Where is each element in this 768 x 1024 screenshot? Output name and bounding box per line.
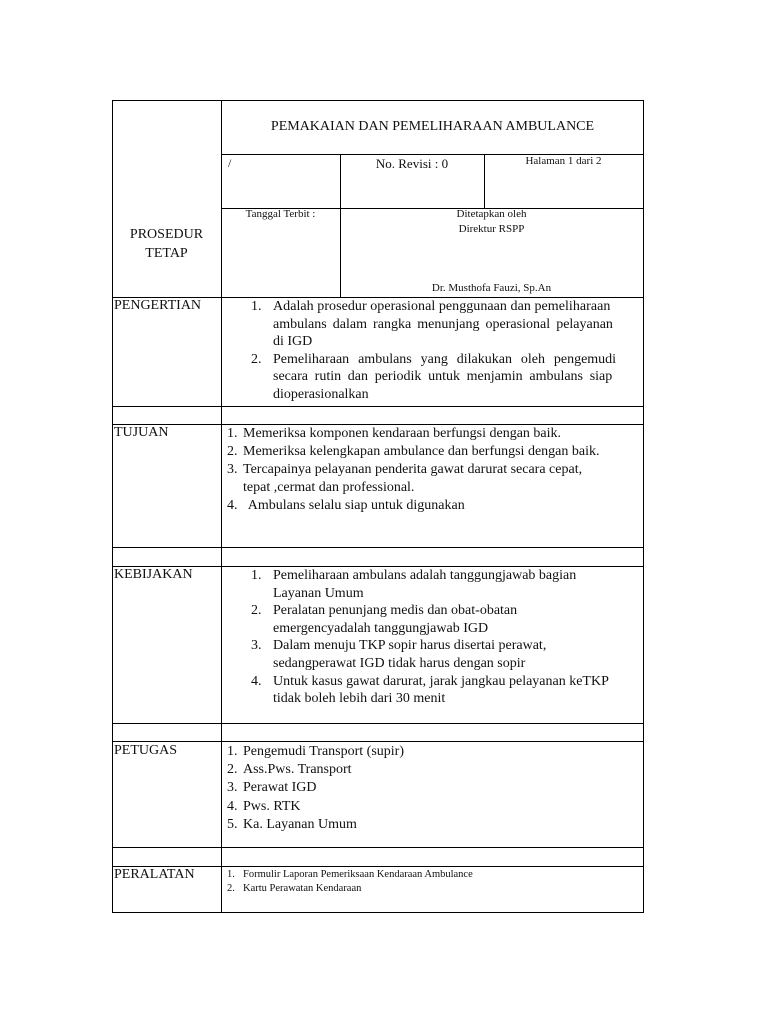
section-label-petugas: PETUGAS	[114, 743, 178, 758]
list-item: 3. Dalam menuju TKP sopir harus disertai perawat, sedangperawat IGD tidak harus dengan sopir	[251, 637, 637, 672]
director-signature-name: Dr. Musthofa Fauzi, Sp.An	[431, 282, 552, 294]
list-item: 1. Pengemudi Transport (supir)	[227, 743, 637, 761]
list-item-line: Ka. Layanan Umum	[243, 816, 357, 832]
tujuan-list	[227, 425, 637, 515]
list-item: 1. Adalah prosedur operasional penggunaan dan pemeliharaan ambulans dalam rangka menunjang operasional pelayanan di IGD	[251, 298, 637, 351]
section-label-kebijakan: KEBIJAKAN	[114, 567, 193, 582]
list-item-line: Peralatan penunjang medis dan obat-obatan	[273, 603, 518, 619]
pengertian-list	[251, 298, 637, 403]
list-item: 4. Pws. RTK	[227, 798, 637, 816]
issue-date-label: Tanggal Terbit :	[245, 208, 316, 220]
list-item: 2. Kartu Perawatan Kendaraan	[227, 882, 637, 896]
procedure-type-line2: TETAP	[145, 246, 188, 261]
list-item-line: Pws. RTK	[243, 798, 301, 814]
document-number: /	[228, 156, 232, 170]
list-item-line: Ambulans selalu siap untuk digunakan	[245, 498, 465, 513]
list-item: 1. Memeriksa komponen kendaraan berfungsi dengan baik.	[227, 425, 637, 443]
tujuan-bottom	[112, 547, 644, 548]
revision-number: No. Revisi : 0	[375, 156, 449, 171]
list-item: 4. Ambulans selalu siap untuk digunakan	[227, 497, 637, 515]
list-item: 2. Memeriksa kelengkapan ambulance dan berfungsi dengan baik.	[227, 443, 637, 461]
list-item: 4. Untuk kasus gawat darurat, jarak jangkau pelayanan keTKP tidak boleh lebih dari 30 menit	[251, 673, 637, 708]
document-title: PEMAKAIAN DAN PEMELIHARAAN AMBULANCE	[270, 119, 595, 134]
list-item: 2. Pemeliharaan ambulans yang dilakukan oleh pengemudi secara rutin dan periodik untuk menjamin ambulans siap dioperasionalkan	[251, 351, 637, 404]
page-number: Halaman 1 dari 2	[525, 155, 602, 167]
list-item-line: sedangperawat IGD tidak harus dengan sopir	[273, 655, 526, 671]
list-item-line: Untuk kasus gawat darurat, jarak jangkau pelayanan keTKP	[273, 673, 609, 689]
list-item-line: tepat ,cermat dan professional.	[243, 480, 415, 495]
list-item: 3. Tercapainya pelayanan penderita gawat darurat secara cepat, tepat ,cermat dan professional.	[227, 461, 637, 497]
list-item-line: Formulir Laporan Pemeriksaan Kendaraan Ambulance	[243, 869, 473, 880]
list-item-line: Ass.Pws. Transport	[243, 762, 352, 778]
spacer-3-bottom	[112, 741, 644, 742]
established-by: Ditetapkan oleh	[456, 208, 527, 220]
procedure-type-line1: PROSEDUR	[129, 227, 204, 242]
list-item-line: Pemeliharaan ambulans adalah tanggungjawab bagian	[273, 568, 577, 583]
list-item-line: Dalam menuju TKP sopir harus disertai perawat,	[273, 638, 547, 654]
list-item-line: di IGD	[273, 334, 313, 349]
director-title: Direktur RSPP	[458, 223, 525, 235]
petugas-list	[227, 743, 637, 834]
list-item-line: secara rutin dan periodik untuk menjamin ambulans siap	[273, 369, 613, 384]
list-item-line: Perawat IGD	[243, 780, 317, 796]
list-item-line: Memeriksa komponen kendaraan berfungsi dengan baik.	[243, 426, 562, 441]
column-divider	[221, 100, 222, 913]
table-border-top	[112, 100, 644, 101]
list-item-line: dioperasionalkan	[273, 386, 369, 402]
pengertian-bottom	[112, 406, 644, 407]
list-item-line: Adalah prosedur operasional penggunaan dan pemeliharaan	[273, 299, 611, 314]
petugas-bottom	[112, 847, 644, 848]
peralatan-list	[227, 868, 637, 895]
list-item-line: Tercapainya pelayanan penderita gawat darurat secara cepat,	[243, 462, 583, 477]
list-item-line: Memeriksa kelengkapan ambulance dan berfungsi dengan baik.	[243, 444, 600, 459]
list-item-line: emergencyadalah tanggungjawab IGD	[273, 620, 489, 636]
list-item-line: Kartu Perawatan Kendaraan	[243, 882, 362, 894]
list-item: 1. Pemeliharaan ambulans adalah tanggungjawab bagian Layanan Umum	[251, 567, 637, 602]
table-border-right	[643, 100, 644, 913]
section-label-peralatan: PERALATAN	[114, 867, 195, 882]
section-label-tujuan: TUJUAN	[114, 425, 169, 440]
list-item: 1. Formulir Laporan Pemeriksaan Kendaraan Ambulance	[227, 868, 637, 882]
list-item-line: Layanan Umum	[273, 585, 364, 601]
kebijakan-list	[251, 567, 637, 708]
section-label-pengertian: PENGERTIAN	[114, 298, 202, 313]
list-item: 2. Ass.Pws. Transport	[227, 761, 637, 779]
kebijakan-bottom	[112, 723, 644, 724]
list-item: 5. Ka. Layanan Umum	[227, 816, 637, 834]
list-item-line: tidak boleh lebih dari 30 menit	[273, 691, 446, 707]
table-border-bottom	[112, 912, 644, 913]
list-item: 2. Peralatan penunjang medis dan obat-obatan emergencyadalah tanggungjawab IGD	[251, 602, 637, 637]
list-item-line: ambulans dalam rangka menunjang operasional pelayanan	[273, 316, 613, 332]
table-border-left	[112, 100, 113, 913]
list-item: 3. Perawat IGD	[227, 779, 637, 797]
list-item-line: Pengemudi Transport (supir)	[243, 744, 404, 759]
list-item-line: Pemeliharaan ambulans yang dilakukan oleh pengemudi	[273, 351, 617, 367]
